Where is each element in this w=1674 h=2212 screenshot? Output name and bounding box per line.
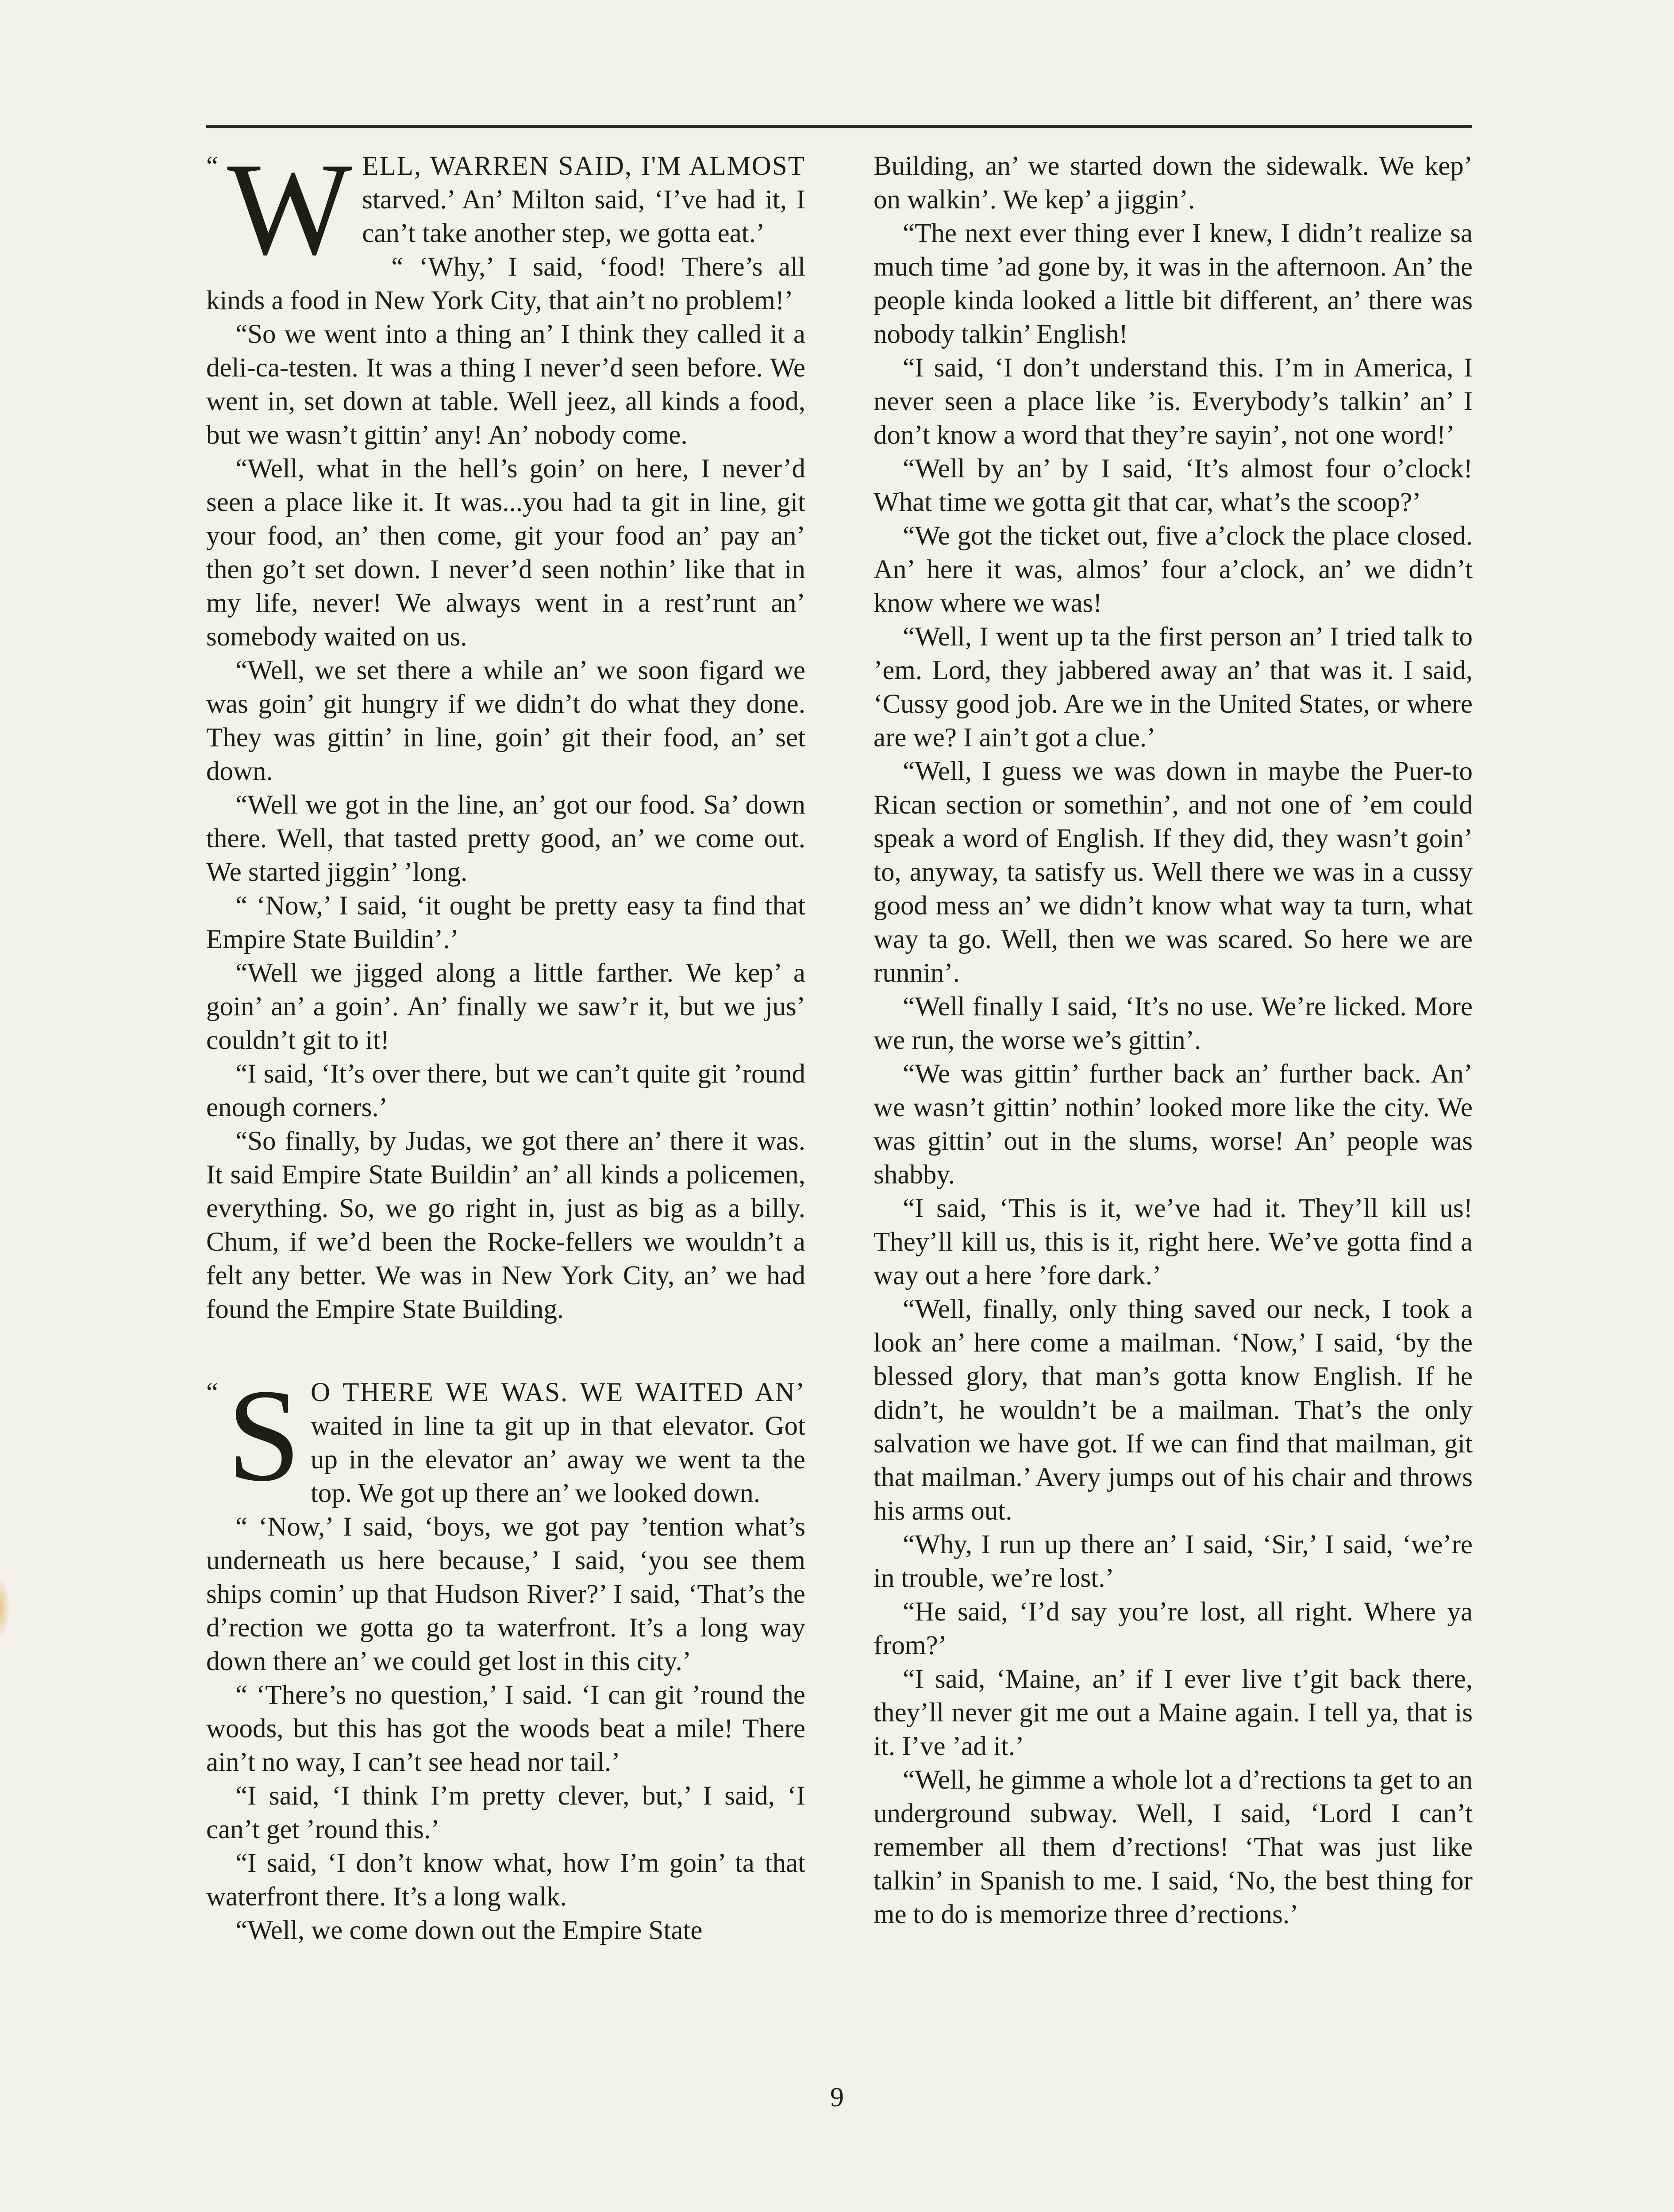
paragraph: “ ‘Now,’ I said, ‘it ought be pretty easy ta find that Empire State Buildin’.’ <box>206 891 805 954</box>
page-stain <box>0 1575 10 1641</box>
paragraph: “Well, I guess we was down in maybe the Puer-to Rican section or somethin’, and not one of ’em could speak a word of English. If they did, they wasn’t goin’ to, anyway, ta satisfy us. Well there we was in a cussy good mess an’ we didn’t know what way ta turn, what way ta go. Well, then we was scared. So here we are runnin’. <box>874 757 1473 988</box>
paragraph: “We got the ticket out, five a’clock the place closed. An’ here it was, almos’ four a’clock, an’ we didn’t know where we was! <box>874 521 1473 618</box>
paragraph: “I said, ‘Maine, an’ if I ever live t’git back there, they’ll never git me out a Maine again. I tell ya, that is it. I’ve ’ad it.’ <box>874 1664 1473 1761</box>
paragraph: “Well by an’ by I said, ‘It’s almost four o’clock! What time we gotta git that car, what’s the scoop?’ <box>874 454 1473 517</box>
opening-text: starved.’ An’ Milton said, ‘I’ve had it, I can’t take another step, we gotta eat.’ <box>362 185 805 248</box>
paragraph: “Well, what in the hell’s goin’ on here, I never’d seen a place like it. It was...you had ta git in line, git your food, an’ then come, git your food an’ pay an’ then go’t set down. I never’d seen nothin’ like that in my life, never! We always went in a rest’runt an’ somebody waited on us. <box>206 454 805 652</box>
open-quote: “ <box>206 1378 219 1407</box>
open-quote: “ <box>206 151 219 181</box>
paragraph: “Well finally I said, ‘It’s no use. We’re licked. More we run, the worse we’s gittin’. <box>874 992 1473 1055</box>
section-opening-2 <box>206 1362 805 1510</box>
paragraph: “ ‘Why,’ I said, ‘food! There’s all kinds a food in New York City, that ain’t no problem!’ <box>206 252 805 315</box>
top-rule <box>206 125 1472 128</box>
paragraph: “Well we got in the line, an’ got our food. Sa’ down there. Well, that tasted pretty good, an’ we come out. We started jiggin’ ’long. <box>206 790 805 887</box>
page-number: 9 <box>830 2082 844 2112</box>
paragraph: “I said, ‘I don’t understand this. I’m in America, I never seen a place like ’is. Everybody’s talkin’ an’ I don’t know a word that they’re sayin’, not one word!’ <box>874 353 1473 450</box>
paragraph: “Well, I went up ta the first person an’ I tried talk to ’em. Lord, they jabbered away an’ that was it. I said, ‘Cussy good job. Are we in the United States, or where are we? I ain’t got a clue.’ <box>874 622 1473 753</box>
paragraph: “Well, we set there a while an’ we soon figard we was goin’ git hungry if we didn’t do what they done. They was gittin’ in line, goin’ git their food, an’ set down. <box>206 656 805 786</box>
paragraph: “ ‘Now,’ I said, ‘boys, we got pay ’tention what’s underneath us here because,’ I said, ‘you see them ships comin’ up that Hudson River?’ I said, ‘That’s the d’rection we gotta go ta waterfront. It’s a long way down there an’ we could get lost in this city.’ <box>206 1512 805 1676</box>
left-column <box>206 135 805 1947</box>
small-caps-lead: O THERE WE WAS. WE WAITED AN’ <box>310 1378 805 1407</box>
continuation-paragraph: Building, an’ we started down the sidewalk. We kep’ on walkin’. We kep’ a jiggin’. <box>874 151 1473 215</box>
paragraph: “Well, finally, only thing saved our neck, I took a look an’ here come a mailman. ‘Now,’ I said, ‘by the blessed glory, that man’s gotta know English. If he didn’t, he wouldn’t be a mailman. That’s the only salvation we have got. If we can find that mailman, git that mailman.’ Avery jumps out of his chair and throws his arms out. <box>874 1294 1473 1526</box>
drop-cap: W <box>227 135 353 282</box>
paragraph: “I said, ‘This is it, we’ve had it. They’ll kill us! They’ll kill us, this is it, right here. We’ve gotta find a way out a here ’fore dark.’ <box>874 1194 1473 1290</box>
paragraph: “Well, he gimme a whole lot a d’rections ta get to an underground subway. Well, I said, ‘Lord I can’t remember all them d’rections! ‘That was just like talkin’ in Spanish to me. I said, ‘No, the best thing for me to do is memorize three d’rections.’ <box>874 1765 1473 1929</box>
paragraph: “I said, ‘I think I’m pretty clever, but,’ I said, ‘I can’t get ’round this.’ <box>206 1781 805 1844</box>
paragraph: “Well we jigged along a little farther. We kep’ a goin’ an’ a goin’. An’ finally we saw’r it, but we jus’ couldn’t git to it! <box>206 958 805 1055</box>
section-opening-1 <box>206 135 805 282</box>
paragraph: “We was gittin’ further back an’ further back. An’ we wasn’t gittin’ nothin’ looked more like the city. We was gittin’ out in the slums, worse! An’ people was shabby. <box>874 1059 1473 1190</box>
paragraph: “The next ever thing ever I knew, I didn’t realize sa much time ’ad gone by, it was in the afternoon. An’ the people kinda looked a little bit different, an’ there was nobody talkin’ English! <box>874 219 1473 349</box>
paragraph: “I said, ‘I don’t know what, how I’m goin’ ta that waterfront there. It’s a long walk. <box>206 1848 805 1912</box>
paragraph: “ ‘There’s no question,’ I said. ‘I can git ’round the woods, but this has got the woods beat a mile! There ain’t no way, I can’t see head nor tail.’ <box>206 1680 805 1777</box>
paragraph: “So we went into a thing an’ I think they called it a deli-ca-testen. It was a thing I never’d seen before. We went in, set down at table. Well jeez, all kinds a food, but we wasn’t gittin’ any! An’ nobody come. <box>206 319 805 450</box>
drop-cap: S <box>227 1362 301 1509</box>
paragraph: “So finally, by Judas, we got there an’ there it was. It said Empire State Buildin’ an’ all kinds a policemen, everything. So, we go right in, just as big as a billy. Chum, if we’d been the Rocke-fellers we wouldn’t a felt any better. We was in New York City, an’ we had found the Empire State Building. <box>206 1126 805 1324</box>
paragraph: “He said, ‘I’d say you’re lost, all right. Where ya from?’ <box>874 1597 1473 1660</box>
right-column <box>874 150 1473 1932</box>
small-caps-lead: ELL, WARREN SAID, I'M ALMOST <box>362 151 805 181</box>
paragraph: “Well, we come down out the Empire State <box>235 1916 703 1945</box>
opening-text: waited in line ta git up in that elevator. Got up in the elevator an’ away we went ta the top. We got up there an’ we looked down. <box>310 1411 805 1508</box>
paragraph: “I said, ‘It’s over there, but we can’t quite git ’round enough corners.’ <box>206 1059 805 1122</box>
paragraph: “Why, I run up there an’ I said, ‘Sir,’ I said, ‘we’re in trouble, we’re lost.’ <box>874 1530 1473 1593</box>
